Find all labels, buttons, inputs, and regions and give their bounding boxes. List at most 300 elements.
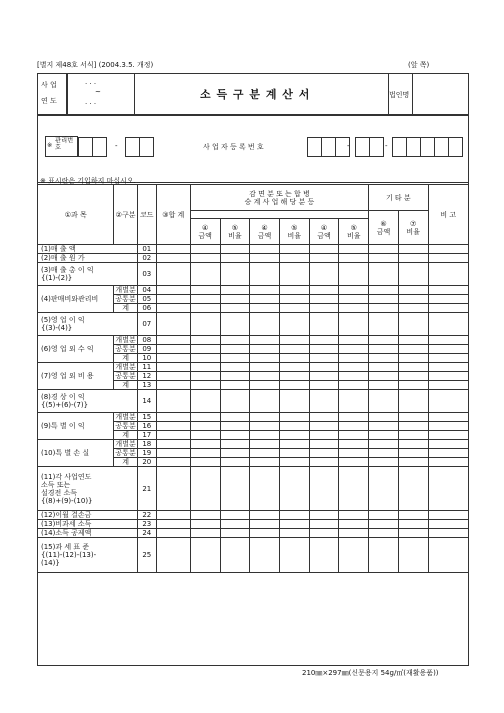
- entry-cell[interactable]: [398, 440, 428, 449]
- entry-cell[interactable]: [190, 529, 220, 538]
- entry-cell[interactable]: [250, 458, 280, 467]
- entry-cell[interactable]: [220, 520, 250, 529]
- entry-cell[interactable]: [190, 295, 220, 304]
- entry-cell[interactable]: [398, 520, 428, 529]
- entry-cell[interactable]: [309, 511, 339, 520]
- entry-cell[interactable]: [339, 254, 369, 263]
- entry-cell[interactable]: [428, 372, 468, 381]
- entry-cell[interactable]: [339, 304, 369, 313]
- entry-cell[interactable]: [279, 245, 309, 254]
- entry-cell[interactable]: [220, 313, 250, 336]
- entry-cell[interactable]: [220, 538, 250, 573]
- entry-cell[interactable]: [156, 413, 190, 422]
- entry-cell[interactable]: [250, 422, 280, 431]
- year-end: . . .: [85, 98, 97, 106]
- entry-cell[interactable]: [156, 538, 190, 573]
- entry-cell[interactable]: [190, 538, 220, 573]
- entry-cell[interactable]: [250, 449, 280, 458]
- table-row: [38, 263, 469, 286]
- entry-cell[interactable]: [190, 467, 220, 511]
- entry-cell[interactable]: [309, 295, 339, 304]
- entry-cell[interactable]: [369, 354, 399, 363]
- entry-cell[interactable]: [398, 449, 428, 458]
- row-item-label: (10)특 별 손 실: [38, 440, 114, 467]
- entry-cell[interactable]: [190, 372, 220, 381]
- sub-amount-4b: ④ 금액: [250, 219, 280, 245]
- entry-cell[interactable]: [369, 520, 399, 529]
- entry-cell[interactable]: [156, 313, 190, 336]
- row-item-label: (2)매 출 원 가: [38, 254, 138, 263]
- entry-cell[interactable]: [428, 336, 468, 345]
- biz-reg-number-label: 사 업 자 등 록 번 호: [203, 143, 264, 151]
- entry-cell[interactable]: [428, 304, 468, 313]
- row-item-label: (5)영 업 이 익 {(3)-(4)}: [38, 313, 138, 336]
- entry-cell[interactable]: [279, 529, 309, 538]
- entry-cell[interactable]: [309, 529, 339, 538]
- entry-cell[interactable]: [309, 390, 339, 413]
- entry-cell[interactable]: [398, 511, 428, 520]
- year-tilde: ~: [95, 88, 101, 96]
- entry-cell[interactable]: [279, 538, 309, 573]
- entry-cell[interactable]: [279, 372, 309, 381]
- entry-cell[interactable]: [250, 431, 280, 440]
- entry-cell[interactable]: [156, 254, 190, 263]
- income-table: [37, 184, 469, 573]
- col-class-header: ②구분: [114, 185, 137, 245]
- entry-cell[interactable]: [339, 245, 369, 254]
- row-code: 21: [137, 467, 156, 511]
- table-row: [38, 538, 469, 573]
- entry-cell[interactable]: [220, 363, 250, 372]
- entry-cell[interactable]: [428, 520, 468, 529]
- entry-cell[interactable]: [250, 245, 280, 254]
- entry-cell[interactable]: [156, 431, 190, 440]
- entry-cell[interactable]: [398, 245, 428, 254]
- entry-cell[interactable]: [428, 354, 468, 363]
- entry-cell[interactable]: [309, 458, 339, 467]
- entry-cell[interactable]: [156, 520, 190, 529]
- entry-cell[interactable]: [428, 458, 468, 467]
- entry-cell[interactable]: [369, 345, 399, 354]
- entry-cell[interactable]: [339, 354, 369, 363]
- entry-cell[interactable]: [279, 304, 309, 313]
- entry-cell[interactable]: [250, 286, 280, 295]
- entry-cell[interactable]: [250, 390, 280, 413]
- entry-cell[interactable]: [309, 440, 339, 449]
- entry-cell[interactable]: [250, 381, 280, 390]
- entry-cell[interactable]: [250, 511, 280, 520]
- row-code: 22: [137, 511, 156, 520]
- entry-cell[interactable]: [369, 413, 399, 422]
- row-class: 공통분: [115, 422, 136, 430]
- entry-cell[interactable]: [428, 313, 468, 336]
- entry-cell[interactable]: [220, 295, 250, 304]
- entry-cell[interactable]: [190, 431, 220, 440]
- entry-cell[interactable]: [156, 286, 190, 295]
- entry-cell[interactable]: [339, 413, 369, 422]
- entry-cell[interactable]: [339, 381, 369, 390]
- entry-cell[interactable]: [309, 263, 339, 286]
- entry-cell[interactable]: [190, 520, 220, 529]
- entry-cell[interactable]: [156, 363, 190, 372]
- entry-cell[interactable]: [156, 336, 190, 345]
- entry-cell[interactable]: [398, 372, 428, 381]
- entry-cell[interactable]: [428, 538, 468, 573]
- entry-cell[interactable]: [309, 431, 339, 440]
- row-code: 10: [137, 354, 156, 363]
- entry-cell[interactable]: [279, 254, 309, 263]
- entry-cell[interactable]: [398, 529, 428, 538]
- entry-cell[interactable]: [250, 254, 280, 263]
- row-code: 05: [137, 295, 156, 304]
- entry-cell[interactable]: [250, 467, 280, 511]
- table-row: [38, 336, 469, 345]
- entry-cell[interactable]: [250, 336, 280, 345]
- page-side: (앞 쪽): [408, 61, 430, 69]
- entry-cell[interactable]: [156, 467, 190, 511]
- entry-cell[interactable]: [369, 390, 399, 413]
- entry-cell[interactable]: [398, 336, 428, 345]
- entry-cell[interactable]: [309, 286, 339, 295]
- row-item-label: (1)매 출 액: [38, 245, 138, 254]
- entry-cell[interactable]: [369, 458, 399, 467]
- entry-cell[interactable]: [369, 467, 399, 511]
- entry-cell[interactable]: [428, 263, 468, 286]
- row-item-label: (6)영 업 외 수 익: [38, 336, 114, 363]
- entry-cell[interactable]: [309, 336, 339, 345]
- entry-cell[interactable]: [220, 354, 250, 363]
- entry-cell[interactable]: [398, 286, 428, 295]
- entry-cell[interactable]: [190, 254, 220, 263]
- entry-cell[interactable]: [220, 245, 250, 254]
- mgmt-number-boxes[interactable]: [78, 136, 107, 157]
- entry-cell[interactable]: [156, 390, 190, 413]
- row-code: 17: [137, 431, 156, 440]
- entry-cell[interactable]: [190, 440, 220, 449]
- entry-cell[interactable]: [190, 363, 220, 372]
- entry-cell[interactable]: [220, 422, 250, 431]
- entry-cell[interactable]: [369, 422, 399, 431]
- entry-cell[interactable]: [309, 304, 339, 313]
- entry-cell[interactable]: [309, 467, 339, 511]
- entry-cell[interactable]: [339, 538, 369, 573]
- entry-cell[interactable]: [369, 431, 399, 440]
- entry-cell[interactable]: [369, 511, 399, 520]
- entry-cell[interactable]: [156, 440, 190, 449]
- col-code-header: 코드: [137, 185, 156, 245]
- entry-cell[interactable]: [428, 529, 468, 538]
- entry-cell[interactable]: [309, 313, 339, 336]
- entry-cell[interactable]: [190, 511, 220, 520]
- entry-cell[interactable]: [398, 538, 428, 573]
- entry-cell[interactable]: [250, 363, 280, 372]
- entry-cell[interactable]: [339, 458, 369, 467]
- entry-cell[interactable]: [369, 363, 399, 372]
- entry-cell[interactable]: [250, 538, 280, 573]
- entry-cell[interactable]: [339, 449, 369, 458]
- entry-cell[interactable]: [369, 529, 399, 538]
- entry-cell[interactable]: [220, 345, 250, 354]
- entry-cell[interactable]: [369, 336, 399, 345]
- entry-cell[interactable]: [428, 286, 468, 295]
- entry-cell[interactable]: [220, 413, 250, 422]
- entry-cell[interactable]: [398, 413, 428, 422]
- entry-cell[interactable]: [309, 345, 339, 354]
- col-other-header: 기 타 분: [369, 185, 428, 211]
- entry-cell[interactable]: [339, 345, 369, 354]
- entry-cell[interactable]: [190, 245, 220, 254]
- entry-cell[interactable]: [190, 304, 220, 313]
- entry-cell[interactable]: [369, 449, 399, 458]
- entry-cell[interactable]: [279, 313, 309, 336]
- entry-cell[interactable]: [279, 431, 309, 440]
- entry-cell[interactable]: [398, 313, 428, 336]
- entry-cell[interactable]: [220, 381, 250, 390]
- row-code: 07: [137, 313, 156, 336]
- entry-cell[interactable]: [309, 254, 339, 263]
- entry-cell[interactable]: [220, 390, 250, 413]
- entry-cell[interactable]: [220, 431, 250, 440]
- entry-cell[interactable]: [279, 336, 309, 345]
- row-code: 14: [137, 390, 156, 413]
- entry-cell[interactable]: [250, 354, 280, 363]
- entry-cell[interactable]: [156, 458, 190, 467]
- entry-cell[interactable]: [369, 440, 399, 449]
- entry-cell[interactable]: [279, 381, 309, 390]
- row-class: 개별분: [115, 413, 136, 421]
- entry-cell[interactable]: [190, 449, 220, 458]
- entry-cell[interactable]: [220, 529, 250, 538]
- entry-cell[interactable]: [428, 254, 468, 263]
- entry-cell[interactable]: [369, 254, 399, 263]
- entry-cell[interactable]: [339, 431, 369, 440]
- entry-cell[interactable]: [398, 345, 428, 354]
- row-code: 11: [137, 363, 156, 372]
- entry-cell[interactable]: [339, 295, 369, 304]
- entry-cell[interactable]: [369, 313, 399, 336]
- entry-cell[interactable]: [156, 529, 190, 538]
- entry-cell[interactable]: [250, 529, 280, 538]
- entry-cell[interactable]: [339, 363, 369, 372]
- entry-cell[interactable]: [220, 467, 250, 511]
- entry-cell[interactable]: [190, 313, 220, 336]
- entry-cell[interactable]: [156, 422, 190, 431]
- row-class: 공통분: [115, 372, 136, 380]
- entry-cell[interactable]: [309, 354, 339, 363]
- entry-cell[interactable]: [250, 520, 280, 529]
- entry-cell[interactable]: [428, 245, 468, 254]
- entry-cell[interactable]: [156, 345, 190, 354]
- entry-cell[interactable]: [339, 511, 369, 520]
- entry-cell[interactable]: [398, 467, 428, 511]
- entry-cell[interactable]: [428, 345, 468, 354]
- entry-cell[interactable]: [428, 295, 468, 304]
- entry-cell[interactable]: [250, 304, 280, 313]
- entry-cell[interactable]: [250, 295, 280, 304]
- entry-cell[interactable]: [398, 363, 428, 372]
- row-code: 03: [137, 263, 156, 286]
- entry-cell[interactable]: [190, 413, 220, 422]
- biz-reg-boxes-2[interactable]: [355, 136, 384, 157]
- entry-cell[interactable]: [369, 372, 399, 381]
- entry-cell[interactable]: [398, 431, 428, 440]
- entry-cell[interactable]: [279, 520, 309, 529]
- entry-cell[interactable]: [250, 313, 280, 336]
- footer-paper-spec: 210㎜×297㎜(신문용지 54g/㎡(재활용품)): [302, 669, 439, 677]
- entry-cell[interactable]: [398, 381, 428, 390]
- entry-cell[interactable]: [156, 354, 190, 363]
- entry-cell[interactable]: [279, 511, 309, 520]
- entry-cell[interactable]: [339, 336, 369, 345]
- sub-ratio-7: ⑦ 비율: [398, 211, 428, 245]
- row-code: 02: [137, 254, 156, 263]
- entry-cell[interactable]: [309, 538, 339, 573]
- entry-cell[interactable]: [428, 390, 468, 413]
- entry-cell[interactable]: [279, 449, 309, 458]
- entry-cell[interactable]: [428, 363, 468, 372]
- entry-cell[interactable]: [156, 511, 190, 520]
- entry-cell[interactable]: [339, 529, 369, 538]
- entry-cell[interactable]: [279, 458, 309, 467]
- entry-cell[interactable]: [428, 511, 468, 520]
- entry-cell[interactable]: [339, 313, 369, 336]
- entry-cell[interactable]: [279, 295, 309, 304]
- entry-cell[interactable]: [190, 336, 220, 345]
- entry-cell[interactable]: [220, 286, 250, 295]
- entry-cell[interactable]: [220, 449, 250, 458]
- entry-cell[interactable]: [279, 390, 309, 413]
- entry-cell[interactable]: [279, 440, 309, 449]
- entry-cell[interactable]: [190, 263, 220, 286]
- entry-cell[interactable]: [428, 440, 468, 449]
- entry-cell[interactable]: [220, 263, 250, 286]
- row-class: 개별분: [115, 363, 136, 371]
- entry-cell[interactable]: [279, 363, 309, 372]
- entry-cell[interactable]: [339, 440, 369, 449]
- entry-cell[interactable]: [220, 336, 250, 345]
- entry-cell[interactable]: [428, 449, 468, 458]
- entry-cell[interactable]: [220, 304, 250, 313]
- entry-cell[interactable]: [250, 372, 280, 381]
- entry-cell[interactable]: [220, 511, 250, 520]
- table-row: [38, 245, 469, 254]
- entry-cell[interactable]: [309, 381, 339, 390]
- entry-cell[interactable]: [190, 286, 220, 295]
- col-item-header: ①과 목: [38, 185, 114, 245]
- entry-cell[interactable]: [339, 467, 369, 511]
- entry-cell[interactable]: [369, 381, 399, 390]
- entry-cell[interactable]: [369, 304, 399, 313]
- entry-cell[interactable]: [279, 345, 309, 354]
- entry-cell[interactable]: [220, 254, 250, 263]
- entry-cell[interactable]: [398, 422, 428, 431]
- note-text: ※ 표시란은 기입하지 마십시오.: [40, 177, 136, 185]
- entry-cell[interactable]: [156, 263, 190, 286]
- table-row: [38, 286, 469, 295]
- entry-cell[interactable]: [156, 304, 190, 313]
- entry-cell[interactable]: [156, 372, 190, 381]
- entry-cell[interactable]: [190, 422, 220, 431]
- entry-cell[interactable]: [398, 390, 428, 413]
- entry-cell[interactable]: [279, 413, 309, 422]
- entry-cell[interactable]: [190, 390, 220, 413]
- col-total-header: ③합 계: [156, 185, 190, 245]
- entry-cell[interactable]: [309, 520, 339, 529]
- entry-cell[interactable]: [156, 381, 190, 390]
- entry-cell[interactable]: [309, 372, 339, 381]
- entry-cell[interactable]: [279, 354, 309, 363]
- entry-cell[interactable]: [369, 538, 399, 573]
- entry-cell[interactable]: [156, 449, 190, 458]
- entry-cell[interactable]: [220, 372, 250, 381]
- entry-cell[interactable]: [339, 263, 369, 286]
- entry-cell[interactable]: [398, 354, 428, 363]
- entry-cell[interactable]: [428, 431, 468, 440]
- entry-cell[interactable]: [279, 286, 309, 295]
- entry-cell[interactable]: [339, 286, 369, 295]
- entry-cell[interactable]: [190, 354, 220, 363]
- biz-reg-boxes-3[interactable]: [392, 136, 463, 157]
- entry-cell[interactable]: [428, 413, 468, 422]
- entry-cell[interactable]: [369, 263, 399, 286]
- entry-cell[interactable]: [156, 245, 190, 254]
- entry-cell[interactable]: [398, 254, 428, 263]
- entry-cell[interactable]: [309, 245, 339, 254]
- entry-cell[interactable]: [220, 458, 250, 467]
- table-row: [38, 363, 469, 372]
- sub-amount-4: ④ 금액: [190, 219, 220, 245]
- entry-cell[interactable]: [250, 263, 280, 286]
- entry-cell[interactable]: [309, 363, 339, 372]
- entry-cell[interactable]: [220, 440, 250, 449]
- table-row: [38, 390, 469, 413]
- entry-cell[interactable]: [309, 449, 339, 458]
- row-item-label: (15)과 세 표 준 {(11)-(12)-(13)- (14)}: [38, 538, 138, 573]
- entry-cell[interactable]: [250, 440, 280, 449]
- entry-cell[interactable]: [279, 467, 309, 511]
- entry-cell[interactable]: [369, 295, 399, 304]
- biz-reg-boxes-1[interactable]: [307, 136, 350, 157]
- entry-cell[interactable]: [369, 286, 399, 295]
- entry-cell[interactable]: [190, 345, 220, 354]
- entry-cell[interactable]: [339, 422, 369, 431]
- entry-cell[interactable]: [339, 520, 369, 529]
- row-item-label: (14)소득 공제액: [38, 529, 138, 538]
- entry-cell[interactable]: [339, 390, 369, 413]
- entry-cell[interactable]: [279, 263, 309, 286]
- entry-cell[interactable]: [398, 304, 428, 313]
- entry-cell[interactable]: [250, 413, 280, 422]
- mgmt-number-boxes-2[interactable]: [125, 136, 154, 157]
- entry-cell[interactable]: [250, 345, 280, 354]
- entry-cell[interactable]: [190, 458, 220, 467]
- entry-cell[interactable]: [190, 381, 220, 390]
- entry-cell[interactable]: [428, 467, 468, 511]
- entry-cell[interactable]: [398, 263, 428, 286]
- document-title: 소 득 구 분 계 산 서: [200, 88, 311, 101]
- entry-cell[interactable]: [428, 381, 468, 390]
- row-class: 개별분: [115, 440, 136, 448]
- entry-cell[interactable]: [279, 422, 309, 431]
- entry-cell[interactable]: [339, 372, 369, 381]
- entry-cell[interactable]: [428, 422, 468, 431]
- entry-cell[interactable]: [398, 458, 428, 467]
- entry-cell[interactable]: [398, 295, 428, 304]
- entry-cell[interactable]: [156, 295, 190, 304]
- entry-cell[interactable]: [309, 413, 339, 422]
- entry-cell[interactable]: [369, 245, 399, 254]
- entry-cell[interactable]: [309, 422, 339, 431]
